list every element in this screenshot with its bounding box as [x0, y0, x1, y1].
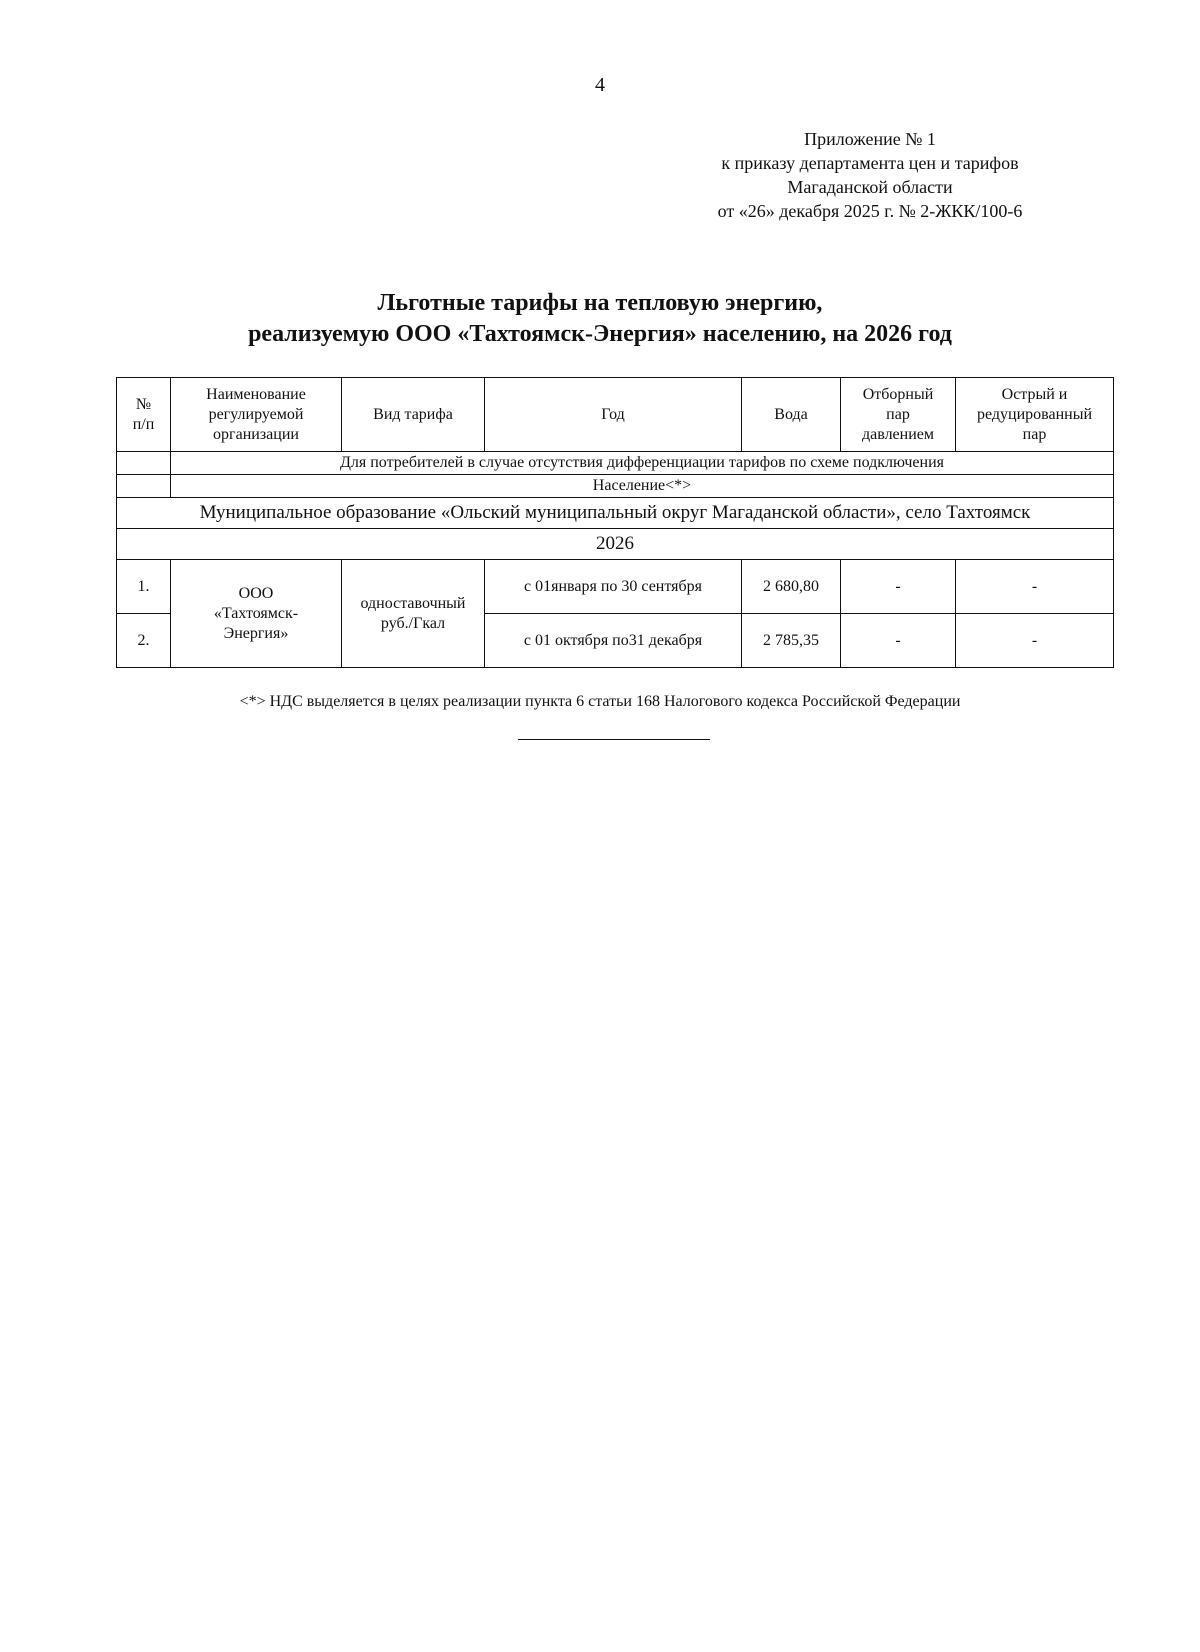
header-text: организации	[213, 425, 299, 443]
title-line: Льготные тарифы на тепловую энергию,	[377, 290, 823, 316]
header-tariff-type: Вид тарифа	[342, 378, 485, 452]
page-number: 4	[595, 74, 605, 96]
header-selected-steam	[841, 378, 956, 452]
header-water: Вода	[742, 378, 841, 452]
year-row	[117, 529, 1114, 560]
header-organization	[171, 378, 342, 452]
header-year: Год	[485, 378, 742, 452]
appendix-line: от «26» декабря 2025 г. № 2-ЖКК/100-6	[717, 201, 1023, 221]
organization-cell	[171, 560, 342, 668]
row-number: 2.	[117, 614, 171, 668]
row-number: 1.	[117, 560, 171, 614]
period-cell: с 01 октября по31 декабря	[485, 614, 742, 668]
appendix-line: к приказу департамента цен и тарифов	[721, 153, 1019, 173]
title-line: реализуемую ООО «Тахтоямск-Энергия» населению, на 2026 год	[248, 321, 952, 347]
organization-text: Энергия»	[223, 624, 289, 642]
consumers-row	[117, 452, 1114, 475]
header-text: Отборный	[862, 385, 934, 403]
selected-steam-cell: -	[841, 560, 956, 614]
tariff-type-text: одноставочный	[360, 594, 466, 612]
period-cell: с 01января по 30 сентября	[485, 560, 742, 614]
table-header-row	[117, 378, 1114, 452]
empty-cell	[117, 452, 171, 475]
tariff-type-cell	[342, 560, 485, 668]
sharp-steam-cell: -	[956, 560, 1114, 614]
year-cell: 2026	[117, 529, 1114, 560]
water-cell: 2 785,35	[742, 614, 841, 668]
organization-text: ООО	[238, 584, 274, 602]
sharp-steam-cell: -	[956, 614, 1114, 668]
consumers-cell: Для потребителей в случае отсутствия дифференциации тарифов по схеме подключения	[171, 452, 1114, 475]
tariff-table	[116, 377, 1114, 668]
header-text: давлением	[861, 425, 935, 443]
organization-text: «Тахтоямск-	[213, 604, 299, 622]
header-text: №	[135, 395, 152, 413]
document-title	[0, 288, 1200, 350]
appendix-line: Приложение № 1	[804, 129, 936, 149]
municipality-cell: Муниципальное образование «Ольский муниципальный округ Магаданской области», село Тахтоямск	[117, 498, 1114, 529]
appendix-header	[660, 127, 1080, 223]
closing-divider	[518, 739, 710, 740]
header-text: п/п	[132, 415, 155, 433]
header-num	[117, 378, 171, 452]
population-row	[117, 475, 1114, 498]
population-cell: Население<*>	[171, 475, 1114, 498]
appendix-line: Магаданской области	[787, 177, 953, 197]
empty-cell	[117, 475, 171, 498]
header-text: регулируемой	[208, 405, 304, 423]
header-text: пар	[1022, 425, 1047, 443]
municipality-row	[117, 498, 1114, 529]
header-text: Наименование	[206, 385, 306, 403]
header-text: редуцированный	[976, 405, 1093, 423]
header-sharp-steam	[956, 378, 1114, 452]
footnote: <*> НДС выделяется в целях реализации пункта 6 статьи 168 Налогового кодекса Российской Федерации	[239, 693, 961, 710]
selected-steam-cell: -	[841, 614, 956, 668]
table-row	[117, 560, 1114, 614]
header-text: Острый и	[1001, 385, 1068, 403]
water-cell: 2 680,80	[742, 560, 841, 614]
tariff-type-text: руб./Гкал	[380, 614, 446, 632]
header-text: пар	[886, 405, 910, 423]
